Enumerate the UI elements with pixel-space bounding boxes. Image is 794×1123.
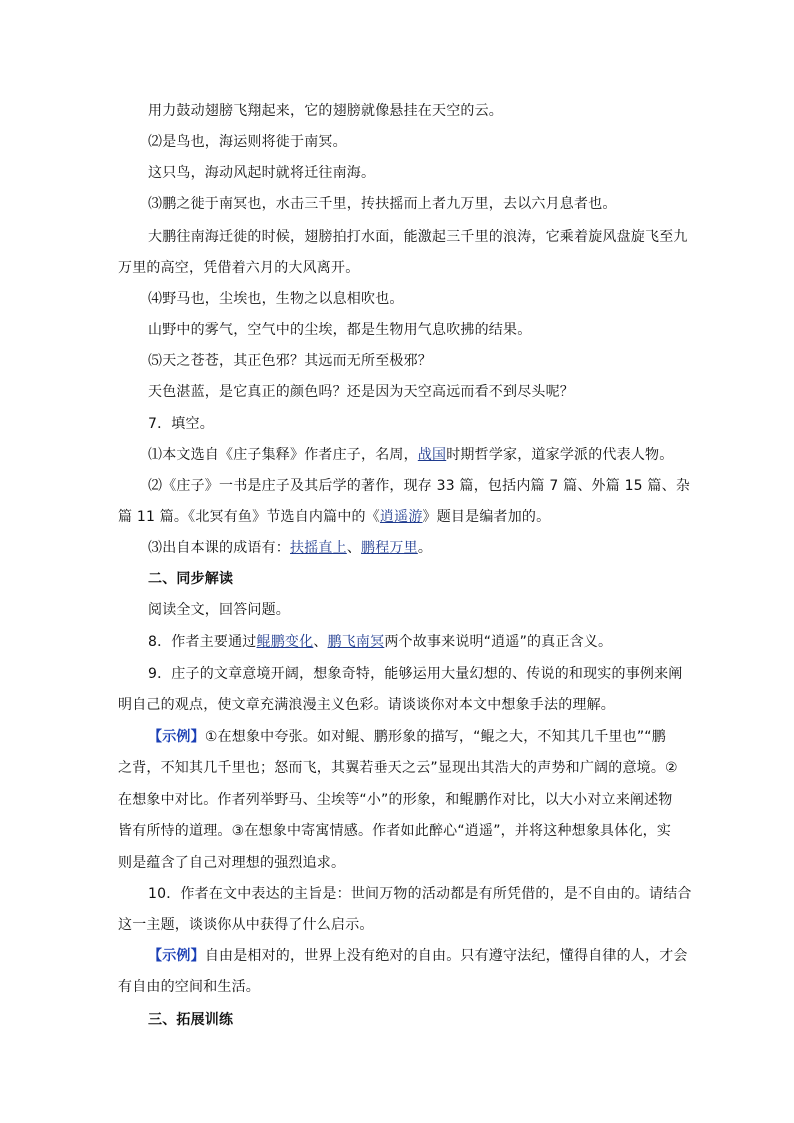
translation-line: 万里的高空，凭借着六月的大风离开。 [118,260,360,276]
example-label: 【示例】 [148,729,205,745]
fill-text: ⑶出自本课的成语有： [148,540,290,556]
fill-item-2-line2 [0,507,794,527]
fill-text: 篇 11 篇。《北冥有鱼》节选自内篇中的《 [118,509,380,525]
section-2-intro: 阅读全文，回答问题。 [148,602,290,618]
question-10-line2: 这一主题，谈谈你从中获得了什么启示。 [118,917,374,933]
answer-text: 鲲鹏变化 [256,634,314,650]
translation-line: 用力鼓动翅膀飞翔起来，它的翅膀就像悬挂在天空的云。 [148,103,503,119]
question-text: 两个故事来说明“逍遥”的真正含义。 [384,634,613,650]
section-3-heading: 三、拓展训练 [148,1012,234,1028]
question-9-line1: 9．庄子的文章意境开阔，想象奇特，能够运用大量幻想的、传说的和现实的事例来阐 [148,666,683,682]
translation-line: 天色湛蓝，是它真正的颜色吗？还是因为天空高远而看不到尽头呢？ [148,384,574,400]
section-2-heading: 二、同步解读 [148,571,234,587]
example-9-line2: 之背，不知其几千里也；怒而飞，其翼若垂天之云”显现出其浩大的声势和广阔的意境。② [118,760,678,776]
classical-text-line: ⑶鹏之徙于南冥也，水击三千里，抟扶摇而上者九万里，去以六月息者也。 [148,196,617,212]
answer-text: 鹏飞南冥 [327,634,385,650]
question-text: 、 [313,634,328,650]
example-9-line1 [0,727,794,747]
question-9-line2: 明自己的观点，使文章充满浪漫主义色彩。请谈谈你对本文中想象手法的理解。 [118,697,615,713]
example-9-line5: 则是蕴含了自己对理想的强烈追求。 [118,855,346,871]
fill-answer: 鹏程万里 [361,540,418,556]
classical-text-line: ⑸天之苍苍，其正色邪？其远而无所至极邪？ [148,353,432,369]
example-label: 【示例】 [148,948,205,964]
fill-answer: 扶摇直上 [290,540,347,556]
question-10-line1: 10．作者在文中表达的主旨是：世间万物的活动都是有所凭借的，是不自由的。请结合 [148,886,692,902]
classical-text-line: ⑵是鸟也，海运则将徙于南冥。 [148,134,347,150]
question-8 [0,632,794,652]
translation-line: 山野中的雾气，空气中的尘埃，都是生物用气息吹拂的结果。 [148,322,532,338]
fill-answer: 逍遥游 [379,509,423,525]
fill-text: ⑴本文选自《庄子集释》作者庄子，名周， [148,447,418,463]
fill-text: 时期哲学家，道家学派的代表人物。 [446,447,674,463]
fill-text: 。 [417,540,433,556]
translation-line: 这只鸟，海动风起时就将迁往南海。 [148,165,376,181]
question-text: 8．作者主要通过 [148,634,257,650]
fill-item-1 [0,445,794,465]
fill-text: 》题目是编者加的。 [422,509,551,525]
example-text: 自由是相对的，世界上没有绝对的自由。只有遵守法纪，懂得自律的人，才会 [204,948,688,964]
example-text: ①在想象中夸张。如对鲲、鹏形象的描写，“鲲之大，不知其几千里也”“鹏 [204,729,666,745]
fill-answer: 战国 [417,447,447,463]
example-9-line3: 在想象中对比。作者列举野马、尘埃等“小”的形象，和鲲鹏作对比，以大小对立来阐述物 [118,792,673,808]
fill-text: 、 [346,540,362,556]
translation-line: 大鹏往南海迁徙的时候，翅膀拍打水面，能激起三千里的浪涛，它乘着旋风盘旋飞至九 [148,229,688,245]
example-9-line4: 皆有所恃的道理。③在想象中寄寓情感。作者如此醉心“逍遥”，并将这种想象具体化，实 [118,823,672,839]
example-10-line2: 有自由的空间和生活。 [118,979,260,995]
example-10-line1 [0,946,794,966]
classical-text-line: ⑷野马也，尘埃也，生物之以息相吹也。 [148,291,404,307]
question-7-heading: 7．填空。 [148,416,214,432]
fill-item-3 [0,538,794,558]
fill-item-2-line1: ⑵《庄子》一书是庄子及其后学的著作，现存 33 篇，包括内篇 7 篇、外篇 15 篇、杂 [148,478,691,494]
